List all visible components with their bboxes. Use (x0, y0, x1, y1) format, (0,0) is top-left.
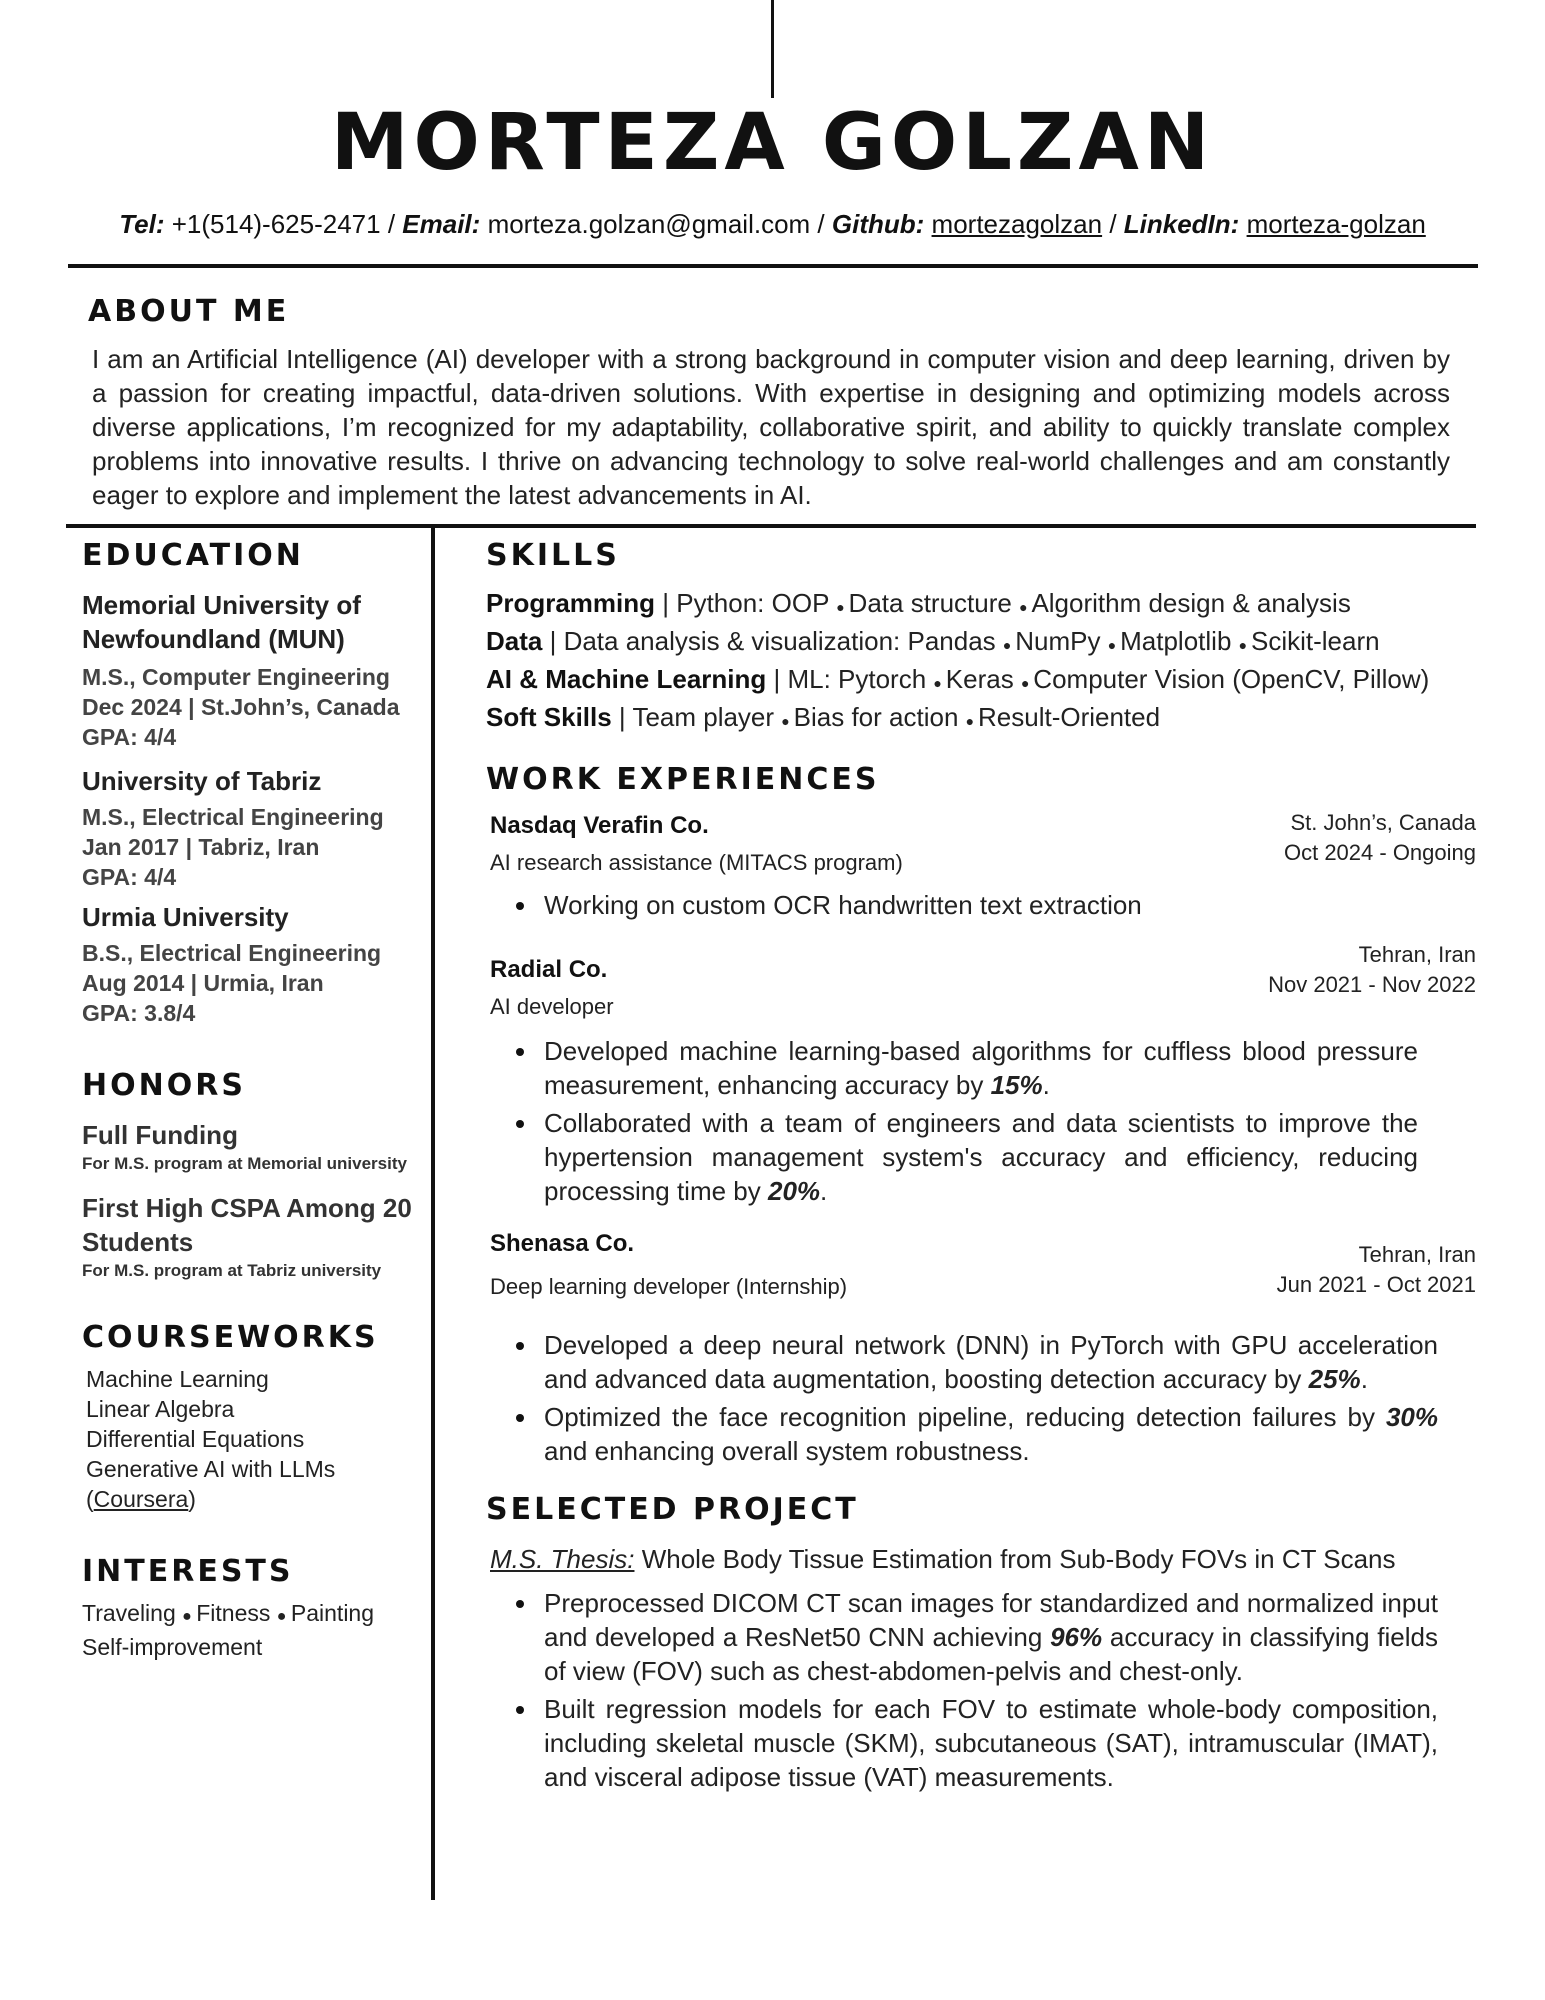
left-column (82, 538, 422, 1662)
job-bullet: Working on custom OCR handwritten text extraction (486, 888, 1446, 922)
skill-prefix: Team player (632, 702, 775, 732)
job-location: St. John’s, Canada (1290, 810, 1476, 835)
skill-label: Programming (486, 588, 656, 618)
interest-item: Painting (290, 1600, 375, 1626)
job-bullets (486, 1328, 1438, 1468)
institution-name: University of Tabriz (82, 766, 322, 796)
project-bullet: Built regression models for each FOV to estimate whole-body composition, including skeletal muscle (SKM), subcutaneous (SAT), intramuscular (IMAT), and visceral adipose tissue (VAT) measurements. (486, 1692, 1438, 1794)
project-bullets (486, 1586, 1438, 1794)
institution-name: Memorial University of Newfoundland (MUN) (82, 590, 361, 654)
interest-item: Self-improvement (82, 1634, 263, 1660)
degree: M.S., Electrical Engineering (82, 804, 384, 830)
github-label: Github (831, 209, 916, 239)
skill-label: Data (486, 626, 543, 656)
honor-subtitle: For M.S. program at Memorial university (82, 1154, 407, 1173)
job-bullets (486, 1034, 1418, 1208)
skill-row: AI & Machine Learning | ML: Pytorch ● Keras ● Computer Vision (OpenCV, Pillow) (486, 664, 1430, 694)
skill-prefix: Python: OOP (676, 588, 829, 618)
interests-list: Traveling ● Fitness ● Painting Self-improvement (82, 1598, 422, 1662)
skill-row: Soft Skills | Team player ● Bias for action ● Result-Oriented (486, 702, 1161, 732)
top-rule (68, 264, 1478, 268)
courseworks-list (82, 1364, 422, 1514)
skill-row: Programming | Python: OOP ● Data structure ● Algorithm design & analysis (486, 588, 1351, 618)
course-item: Machine Learning (86, 1366, 269, 1392)
course-provider-line: (Coursera) (86, 1486, 196, 1512)
job (486, 1228, 1476, 1468)
skill-label: AI & Machine Learning (486, 664, 767, 694)
interest-item: Traveling (82, 1600, 176, 1626)
institution-name: Urmia University (82, 902, 289, 932)
job-role: AI developer (490, 994, 614, 1019)
header-divider (771, 0, 774, 98)
job (486, 802, 1476, 922)
gpa: GPA: 4/4 (82, 724, 177, 750)
skill-prefix: ML: Pytorch (787, 664, 927, 694)
project-title: SELECTED PROJECT (486, 1492, 859, 1527)
skill-row: Data | Data analysis & visualization: Pandas ● NumPy ● Matplotlib ● Scikit-learn (486, 626, 1380, 656)
job-role: AI research assistance (MITACS program) (490, 850, 903, 875)
right-column (486, 538, 1476, 1798)
job-company: Nasdaq Verafin Co. (490, 812, 709, 839)
honor-subtitle: For M.S. program at Tabriz university (82, 1261, 382, 1280)
github-link[interactable]: mortezagolzan (931, 209, 1103, 239)
candidate-name: MORTEZA GOLZAN (330, 98, 1215, 188)
course-item: Differential Equations (86, 1426, 305, 1452)
skills-list (486, 586, 1476, 738)
degree: M.S., Computer Engineering (82, 664, 390, 690)
job-dates: Oct 2024 - Ongoing (1283, 840, 1476, 865)
tel-label: Tel (119, 209, 156, 239)
about-rule (66, 524, 1476, 528)
skill-item: Data structure (848, 588, 1012, 618)
column-divider (431, 528, 435, 1900)
skill-item: Scikit-learn (1251, 626, 1380, 656)
course-provider: Coursera (93, 1486, 189, 1512)
skill-item: Keras (945, 664, 1014, 694)
skill-item: Computer Vision (OpenCV, Pillow) (1033, 664, 1430, 694)
date-place: Aug 2014 | Urmia, Iran (82, 970, 324, 996)
about-text: I am an Artificial Intelligence (AI) developer with a strong background in computer vision and deep learning, driven by a passion for creating impactful, data-driven solutions. With expertise in designing and optimizing models across diverse applications, I’m recognized for my adaptability, collaborative spirit, and ability to quickly translate complex problems into innovative results. I thrive on advancing technology to solve real-world challenges and am constantly eager to explore and implement the latest advancements in AI. (92, 344, 1450, 510)
honor-title: First High CSPA Among 20 Students (82, 1193, 412, 1257)
course-item: Generative AI with LLMs (86, 1456, 336, 1482)
skill-item: NumPy (1015, 626, 1101, 656)
job-dates: Nov 2021 - Nov 2022 (1268, 972, 1476, 997)
degree: B.S., Electrical Engineering (82, 940, 382, 966)
job-dates: Jun 2021 - Oct 2021 (1276, 1272, 1476, 1297)
about-title: ABOUT ME (88, 294, 290, 329)
job-bullet: Developed a deep neural network (DNN) in PyTorch with GPU acceleration and advanced data augmentation, boosting detection accuracy by 25%. (486, 1328, 1438, 1396)
skill-prefix: Data analysis & visualization: Pandas (563, 626, 996, 656)
education-item (82, 588, 422, 752)
email-value[interactable]: morteza.golzan@gmail.com (487, 209, 811, 239)
education-title: EDUCATION (82, 538, 304, 573)
honors-title: HONORS (82, 1068, 246, 1103)
gpa: GPA: 3.8/4 (82, 1000, 196, 1026)
project-label: M.S. Thesis: (490, 1544, 635, 1574)
linkedin-label: LinkedIn (1123, 209, 1231, 239)
job-bullet: Optimized the face recognition pipeline, reducing detection failures by 30% and enhancing overall system robustness. (486, 1400, 1438, 1468)
course-item: Linear Algebra (86, 1396, 235, 1422)
honor-item (82, 1118, 422, 1175)
education-item (82, 764, 422, 892)
honor-item (82, 1191, 422, 1282)
job (486, 940, 1476, 1208)
education-item (82, 900, 422, 1028)
date-place: Jan 2017 | Tabriz, Iran (82, 834, 320, 860)
tel-value: +1(514)-625-2471 (171, 209, 381, 239)
job-bullet: Collaborated with a team of engineers and data scientists to improve the hypertension management system's accuracy and efficiency, reducing processing time by 20%. (486, 1106, 1418, 1208)
honor-title: Full Funding (82, 1120, 238, 1150)
interest-item: Fitness (196, 1600, 271, 1626)
courseworks-title: COURSEWORKS (82, 1320, 379, 1355)
gpa: GPA: 4/4 (82, 864, 177, 890)
job-location: Tehran, Iran (1358, 1242, 1476, 1267)
skill-label: Soft Skills (486, 702, 612, 732)
contact-line: Tel: +1(514)-625-2471 / Email: morteza.golzan@gmail.com / Github: mortezagolzan / LinkedIn: morteza-golzan (119, 209, 1426, 239)
skill-item: Result-Oriented (978, 702, 1161, 732)
linkedin-link[interactable]: morteza-golzan (1246, 209, 1426, 239)
project-bullet: Preprocessed DICOM CT scan images for standardized and normalized input and developed a ResNet50 CNN achieving 96% accuracy in classifying fields of view (FOV) such as chest-abdomen-pelvis and chest-only. (486, 1586, 1438, 1688)
skill-item: Bias for action (793, 702, 959, 732)
job-company: Shenasa Co. (490, 1230, 635, 1257)
skills-title: SKILLS (486, 538, 620, 573)
job-location: Tehran, Iran (1358, 942, 1476, 967)
date-place: Dec 2024 | St.John’s, Canada (82, 694, 400, 720)
interests-title: INTERESTS (82, 1554, 294, 1589)
skill-item: Algorithm design & analysis (1031, 588, 1351, 618)
work-title: WORK EXPERIENCES (486, 762, 880, 797)
job-bullets (486, 888, 1446, 922)
job-company: Radial Co. (490, 956, 608, 983)
job-role: Deep learning developer (Internship) (490, 1274, 848, 1299)
project-heading (486, 1542, 1476, 1576)
job-bullet: Developed machine learning-based algorithms for cuffless blood pressure measurement, enhancing accuracy by 15%. (486, 1034, 1418, 1102)
skill-item: Matplotlib (1120, 626, 1232, 656)
project-name: Whole Body Tissue Estimation from Sub-Body FOVs in CT Scans (634, 1544, 1396, 1574)
email-label: Email (402, 209, 472, 239)
